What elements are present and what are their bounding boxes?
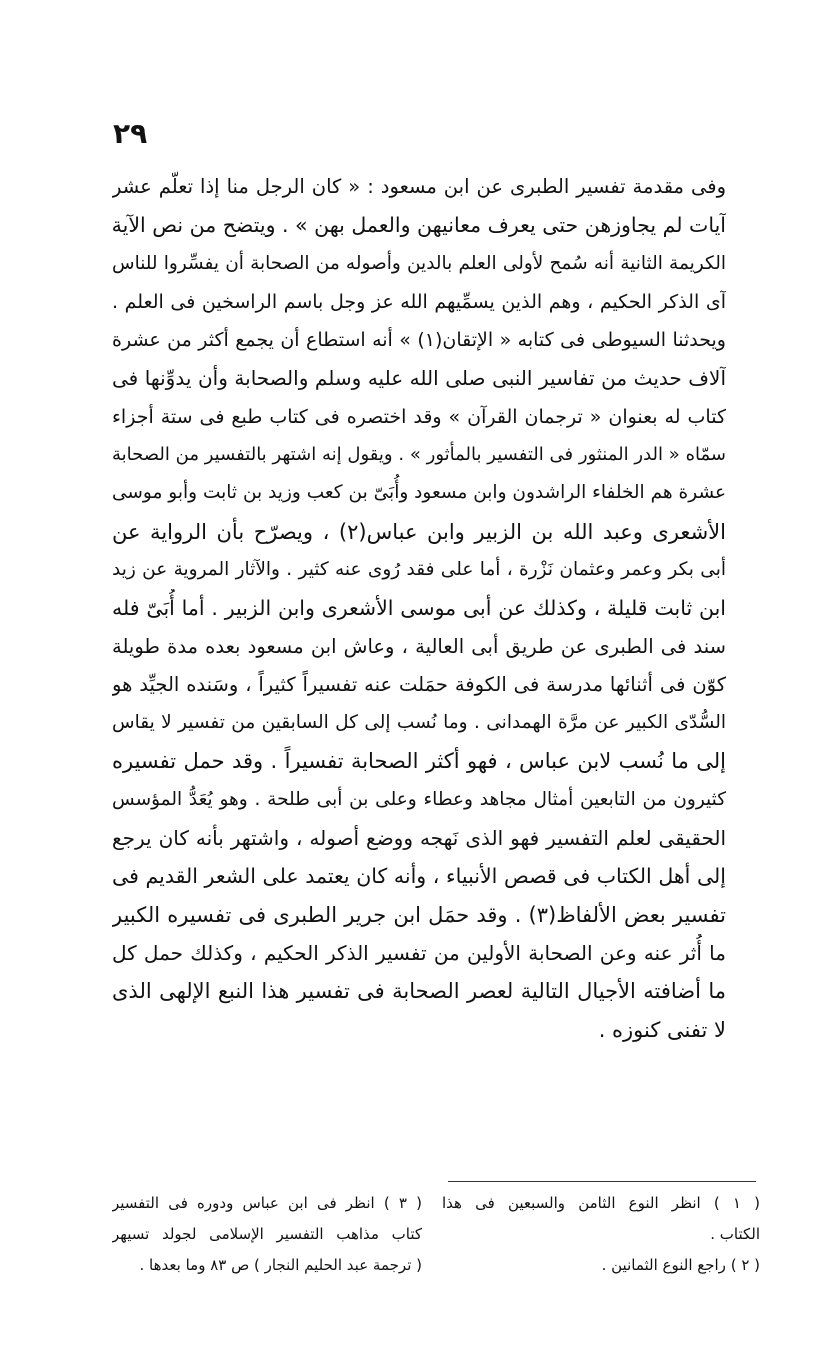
body-line: كوّن فى أثنائها مدرسة فى الكوفة حمَلت عنه تفسيراً كثيراً ، وسَنده الجيِّد هو [112, 672, 726, 696]
body-line: ويحدثنا السيوطى فى كتابه « الإتقان(١) » أنه استطاع أن يجمع أكثر من عشرة [112, 329, 726, 352]
body-line: عشرة هم الخلفاء الراشدون وابن مسعود وأُبَىّ بن كعب وزيد بن ثابت وأبو موسى [112, 482, 726, 504]
body-line: ابن ثابت قليلة ، وكذلك عن أبى موسى الأشعرى وابن الزبير . أما أُبَىّ فله [112, 596, 726, 621]
footnote-line: كتاب مذاهب التفسير الإسلامى لجولد تسيهر [112, 1225, 422, 1243]
body-line: سند فى الطبرى عن طريق أبى العالية ، وعاش ابن مسعود بعده مدة طويلة [112, 634, 726, 658]
body-line: تفسير بعض الألفاظ(٣) . وقد حمَل ابن جرير الطبرى فى تفسيره الكبير [112, 902, 726, 927]
body-line: ما أضافته الأجيال التالية لعصر الصحابة فى تفسير هذا النبع الإلهى الذى [112, 979, 726, 1004]
body-line: سمّاه « الدر المنثور فى التفسير بالمأثور » . ويقول إنه اشتهر بالتفسير من الصحابة [112, 444, 726, 466]
footnote-line: ( ٢ ) راجع النوع الثمانين . [601, 1256, 760, 1274]
body-line: الحقيقى لعلم التفسير فهو الذى نَهجه ووضع أصوله ، واشتهر بأنه كان يرجع [112, 826, 726, 851]
footnote-line: الكتاب . [710, 1225, 760, 1243]
body-line: آى الذكر الحكيم ، وهم الذين يسمِّيهم الله عز وجل باسم الراسخين فى العلم . [112, 290, 726, 313]
body-line: ما أُثر عنه وعن الصحابة الأولين من تفسير الذكر الحكيم ، وكذلك حمل كل [112, 940, 726, 965]
footnotes-right-column [442, 1188, 760, 1281]
body-line: آلاف حديث من تفاسير النبى صلى الله عليه وسلم والصحابة وأن يدوِّنها فى [112, 366, 726, 391]
body-line: وفى مقدمة تفسير الطبرى عن ابن مسعود : « كان الرجل منا إذا تعلّم عشر [112, 175, 726, 198]
footnotes-left-column [112, 1188, 422, 1281]
body-line: الأشعرى وعبد الله بن الزبير وابن عباس(٢) ، ويصرّح بأن الرواية عن [112, 519, 726, 544]
body-line: الكريمة الثانية أنه سُمح لأولى العلم بالدين وأصوله من الصحابة أن يفسِّروا للناس [112, 252, 726, 274]
footnote-line: ( ١ ) انظر النوع الثامن والسبعين فى هذا [442, 1194, 760, 1212]
page-number: ٢٩ [113, 117, 148, 150]
body-line: أبى بكر وعمر وعثمان نَزْرة ، أما على فقد رُوى عنه كثير . والآثار المروية عن زيد [112, 558, 726, 580]
footnote-line: ( ٣ ) انظر فى ابن عباس ودوره فى التفسير [112, 1194, 422, 1212]
body-line: آيات لم يجاوزهن حتى يعرف معانيهن والعمل بهن » . ويتضح من نص الآية [112, 213, 726, 238]
footnote-line: ( ترجمة عبد الحليم النجار ) ص ٨٣ وما بعدها . [139, 1256, 422, 1274]
body-line: السُّدّى الكبير عن مرَّة الهمدانى . وما نُسب إلى كل السابقين من تفسير لا يقاس [112, 712, 726, 734]
body-line: إلى أهل الكتاب فى قصص الأنبياء ، وأنه كان يعتمد على الشعر القديم فى [112, 864, 726, 889]
body-line: لا تفنى كنوزه . [598, 1017, 726, 1042]
body-line: كثيرون من التابعين أمثال مجاهد وعطاء وعلى بن أبى طلحة . وهو يُعَدُّ المؤسس [112, 788, 726, 810]
body-line: كتاب له بعنوان « ترجمان القرآن » وقد اختصره فى كتاب طبع فى ستة أجزاء [112, 405, 726, 428]
footnote-divider [448, 1181, 756, 1182]
body-text [112, 168, 726, 1049]
body-line: إلى ما نُسب لابن عباس ، فهو أكثر الصحابة تفسيراً . وقد حمل تفسيره [112, 749, 726, 774]
